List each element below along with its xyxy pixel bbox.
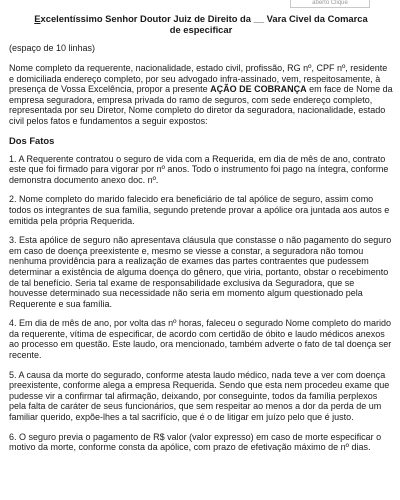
fact-paragraph-4: 4. Em dia de mês de ano, por volta das nº horas, faleceu o segurado Nome completo do marido da requerente, vítima de especificar, de acordo com certidão de óbito e laudo médicos anexos ao processo em questão. Este laudo, ora mencionado, também adverte o fato de tal doença ser recente. bbox=[9, 318, 392, 361]
heading-line-1: xcelentíssimo Senhor Doutor Juiz de Direito da __ Vara Civel da Comarca bbox=[40, 13, 368, 24]
heading-line-2: de especificar bbox=[169, 24, 233, 35]
heading-initial: E bbox=[34, 13, 41, 24]
fact-paragraph-2: 2. Nome completo do marido falecido era beneficiário de tal apólice de seguro, assim como todos os integrantes de sua família, segundo pretende provar a apólice ora juntada aos autos e emitida pela própria Requerida. bbox=[9, 194, 390, 226]
document-body bbox=[9, 13, 393, 453]
header-stamp: aberto Clique bbox=[290, 0, 370, 8]
fact-paragraph-5: 5. A causa da morte do segurado, conforme atesta laudo médico, nada teve a ver com doença preexistente, conforme alega a empresa Requerida. Sendo que esta nem procedeu exame que pudesse vir a confirmar tal afirmação, deixando, por conseguinte, todos da família perplexos pela falta de caráter de seus funcionários, que sem respeitar ao menos a dor da perda de um familiar querido, expõe-lhes a tal sacrifício, que é o de litigar em juízo pelo que é justo. bbox=[9, 369, 390, 423]
fact-paragraph-3: 3. Esta apólice de seguro não apresentava cláusula que constasse o não pagamento do seguro em caso de doença preexistente e, mesmo se viesse a constar, a seguradora não tomou nenhuma providência para a realização de exames das partes contraentes que pudessem determinar a existência de alguma doença do gênero, que viria, portanto, obstar o recebimento de tal benefício. Seria tal exame de responsabilidade exclusiva da Seguradora, que se houvesse determinado sua necessidade não seria em momento algum questionado pela Requerente e sua família. bbox=[9, 235, 392, 309]
section-title: Dos Fatos bbox=[9, 134, 55, 146]
space-note: (espaço de 10 linhas) bbox=[9, 43, 96, 53]
action-name: AÇÃO DE COBRANÇA bbox=[210, 84, 307, 95]
court-address-heading bbox=[9, 13, 393, 35]
fact-paragraph-6: 6. O seguro previa o pagamento de R$ valor (valor expresso) em caso de morte especificar o motivo da morte, conforme consta da apólice, com prazo de efetivação máximo de nº dias. bbox=[9, 431, 382, 453]
intro-paragraph: Nome completo da requerente, nacionalidade, estado civil, profissão, RG nº, CPF nº, residente e domiciliada endereço completo, por seu advogado infra-assinado, vem, respeitosamente, à presença de Vossa Excelência, propor a presente AÇÃO DE COBRANÇA em face de Nome da empresa seguradora, empresa privada do ramo de seguros, com sede endereço completo, representada por seu Diretor, Nome completo do diretor da seguradora, nacionalidade, estado civil pelos fatos e fundamentos a seguir expostos: bbox=[9, 63, 393, 126]
fact-paragraph-1: 1. A Requerente contratou o seguro de vida com a Requerida, em dia de mês de ano, contrato este que foi firmado para vigorar por nº anos. Todo o instrumento foi pago na íntegra, conforme demonstra documento anexo doc. nº. bbox=[9, 153, 389, 185]
